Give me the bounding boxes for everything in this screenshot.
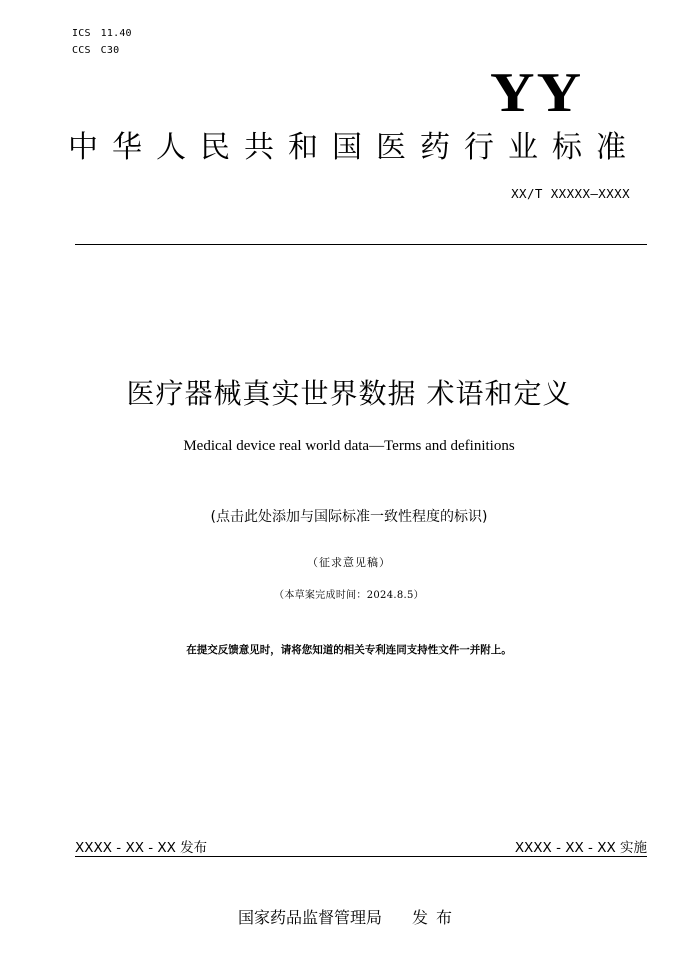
- draft-status-label: （征求意见稿）: [307, 556, 391, 569]
- patent-notice: 在提交反馈意见时，请将您知道的相关专利连同支持性文件一并附上。: [186, 644, 512, 656]
- ics-label: ICS: [72, 28, 91, 39]
- standard-number: XX/T XXXXX—XXXX: [511, 186, 630, 201]
- ccs-value: C30: [100, 45, 120, 56]
- standard-type-heading: 中华人民共和国医药行业标准: [68, 130, 640, 165]
- ccs-code: [72, 45, 119, 56]
- issuer-name: 国家药品监督管理局: [237, 908, 382, 927]
- document-title-chinese: 医疗器械真实世界数据 术语和定义: [126, 377, 572, 410]
- publish-date: XXXX - XX - XX 发布: [75, 840, 208, 856]
- footer-divider: [75, 856, 647, 857]
- issuer-action: 发布: [412, 908, 461, 927]
- document-title-english: Medical device real world data—Terms and definitions: [183, 438, 515, 454]
- header-divider: [75, 244, 647, 245]
- draft-completion-date: （本草案完成时间：2024.8.5）: [274, 590, 424, 601]
- standard-logo: YY: [490, 62, 584, 124]
- issuer-line: [0, 905, 698, 928]
- ccs-label: CCS: [72, 45, 91, 56]
- ics-code: [72, 28, 132, 39]
- conformity-placeholder[interactable]: (点击此处添加与国际标准一致性程度的标识): [210, 509, 488, 525]
- implement-date: XXXX - XX - XX 实施: [514, 840, 647, 856]
- ics-value: 11.40: [100, 28, 132, 39]
